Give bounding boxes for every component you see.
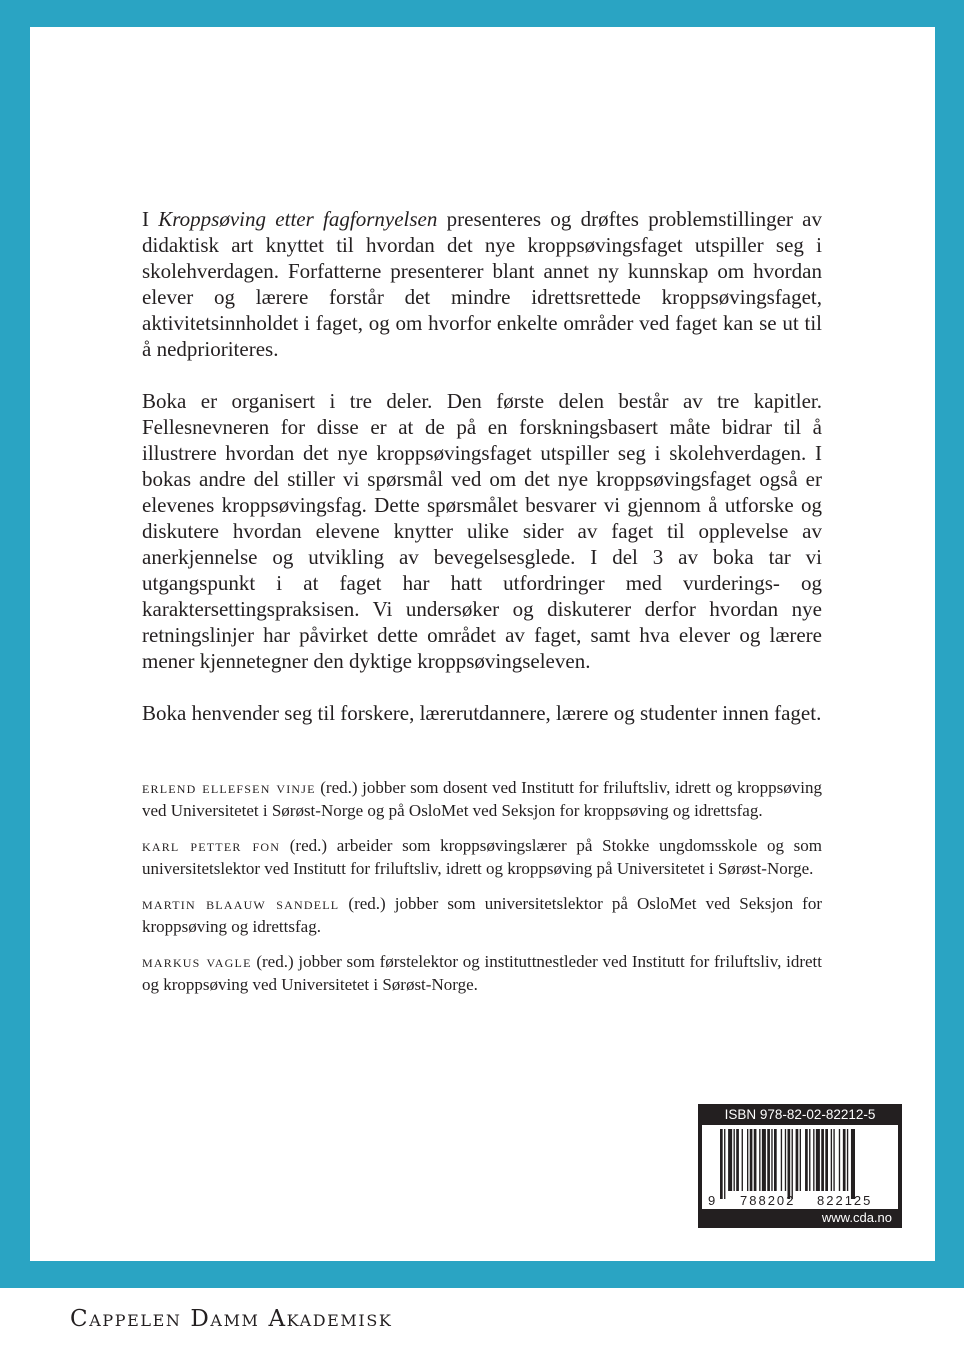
blurb-p1-rest: presenteres og drøftes problemstillinger av didaktisk art knyttet til hvordan det nye kroppsøvingsfaget utspiller seg i skolehverdagen. Forfatterne presenterer blant annet ny kunnskap om hvordan elever og lærere forstår det mindre idrettsrettede kroppsøvingsfaget, aktivitetsinnholdet i faget, og om hvorfor enkelte områder ved faget kan se ut til å nedprioriteres. — [142, 207, 822, 361]
author-bio — [142, 951, 822, 996]
author-name: markus vagle — [142, 952, 252, 971]
publisher-logo: Cappelen Damm Akademisk — [70, 1306, 393, 1332]
isbn-label: ISBN 978-82-02-82212-5 — [724, 1107, 876, 1122]
barcode-bar — [796, 1129, 799, 1191]
barcode-bar — [825, 1129, 828, 1191]
blurb — [142, 206, 822, 752]
barcode-bar — [839, 1129, 840, 1191]
barcode-bar — [747, 1129, 748, 1191]
author-bios — [142, 777, 822, 1009]
barcode-bar — [728, 1129, 732, 1191]
author-name: karl petter fon — [142, 836, 281, 855]
barcode-bar — [809, 1129, 810, 1191]
blurb-paragraph-1 — [142, 206, 822, 362]
author-description: (red.) jobber som dosent ved Institutt for friluftsliv, idrett og kroppsøving ved Universitetet i Sørøst-Norge og på OsloMet ved Seksjon for kroppsøving og idrettsfag. — [142, 778, 822, 820]
author-name: erlend ellefsen vinje — [142, 778, 316, 797]
author-bio — [142, 835, 822, 880]
website-label: www.cda.no — [821, 1210, 892, 1225]
barcode-digits-left: 788202 — [740, 1193, 796, 1208]
barcode-bar — [813, 1129, 814, 1191]
barcode-bar — [771, 1129, 772, 1191]
barcode-bar — [736, 1129, 739, 1191]
barcode-bar — [750, 1129, 753, 1191]
blurb-paragraph-2: Boka er organisert i tre deler. Den første delen består av tre kapitler. Fellesnevneren for disse er at de på en forskningsbasert måte bidrar til å illustrere hvordan det nye kroppsøvingsfaget utspiller seg i skolehverdagen. I bokas andre del stiller vi spørsmål ved om det nye kroppsøvingsfaget også er elevenes kroppsøvingsfag. Dette spørsmålet besvarer vi gjennom å utforske og diskutere hvordan elevene knytter ulike sider av faget til opplevelse av anerkjennelse og utvikling av bevegelsesglede. I del 3 av boka tar vi utgangspunkt i at faget har hatt utfordringer med vurderings- og karaktersettingspraksisen. Vi undersøker og diskuterer derfor hvordan nye retningslinjer har påvirket dette området av faget, samt hva elever og lærere mener kjennetegner den dyktige kroppsøvingseleven. — [142, 389, 822, 673]
blurb-paragraph-3: Boka henvender seg til forskere, lærerutdannere, lærere og studenter innen faget. — [142, 701, 822, 725]
barcode-bar — [847, 1129, 848, 1191]
barcode-bar — [762, 1129, 766, 1191]
barcode-bar — [833, 1129, 834, 1191]
author-name: martin blaauw sandell — [142, 894, 340, 913]
barcode-bar — [788, 1129, 791, 1199]
barcode — [702, 1125, 898, 1209]
barcode-bar — [742, 1129, 743, 1191]
barcode-bar — [724, 1129, 725, 1199]
barcode-bar — [851, 1129, 855, 1199]
author-bio — [142, 893, 822, 938]
barcode-bar — [734, 1129, 735, 1191]
author-description: (red.) jobber som førstelektor og instituttnestleder ved Institutt for friluftsliv, idrett og kroppsøving ved Universitetet i Sørøst-Norge. — [142, 952, 823, 994]
barcode-bar — [792, 1129, 793, 1199]
barcode-bar — [754, 1129, 757, 1191]
barcode-digits-right: 822125 — [817, 1193, 873, 1208]
barcode-bar — [805, 1129, 808, 1191]
barcode-bar — [781, 1129, 782, 1191]
barcode-bar — [759, 1129, 760, 1191]
author-description: (red.) jobber som universitetslektor på OsloMet ved Seksjon for kroppsøving og idrettsfag. — [142, 894, 822, 936]
barcode-bar — [800, 1129, 801, 1191]
barcode-bar — [785, 1129, 786, 1191]
barcode-bar — [831, 1129, 832, 1191]
author-description: (red.) arbeider som kroppsøvingslærer på Stokke ungdomsskole og som universitetslektor ved Institutt for friluftsliv, idrett og kroppsøving på Universitetet i Sørøst-Norge. — [142, 836, 822, 878]
barcode-bar — [821, 1129, 824, 1191]
isbn-box — [698, 1104, 902, 1228]
barcode-bar — [720, 1129, 723, 1199]
barcode-bar — [816, 1129, 820, 1191]
barcode-digit-first: 9 — [708, 1193, 716, 1208]
barcode-bar — [774, 1129, 777, 1191]
barcode-bars — [720, 1129, 855, 1199]
barcode-bar — [843, 1129, 846, 1191]
author-bio — [142, 777, 822, 822]
barcode-graphic — [702, 1125, 898, 1209]
barcode-bar — [767, 1129, 770, 1191]
blurb-p1-start: I — [142, 207, 159, 231]
book-title-italic: Kroppsøving etter fagfornyelsen — [158, 207, 438, 231]
